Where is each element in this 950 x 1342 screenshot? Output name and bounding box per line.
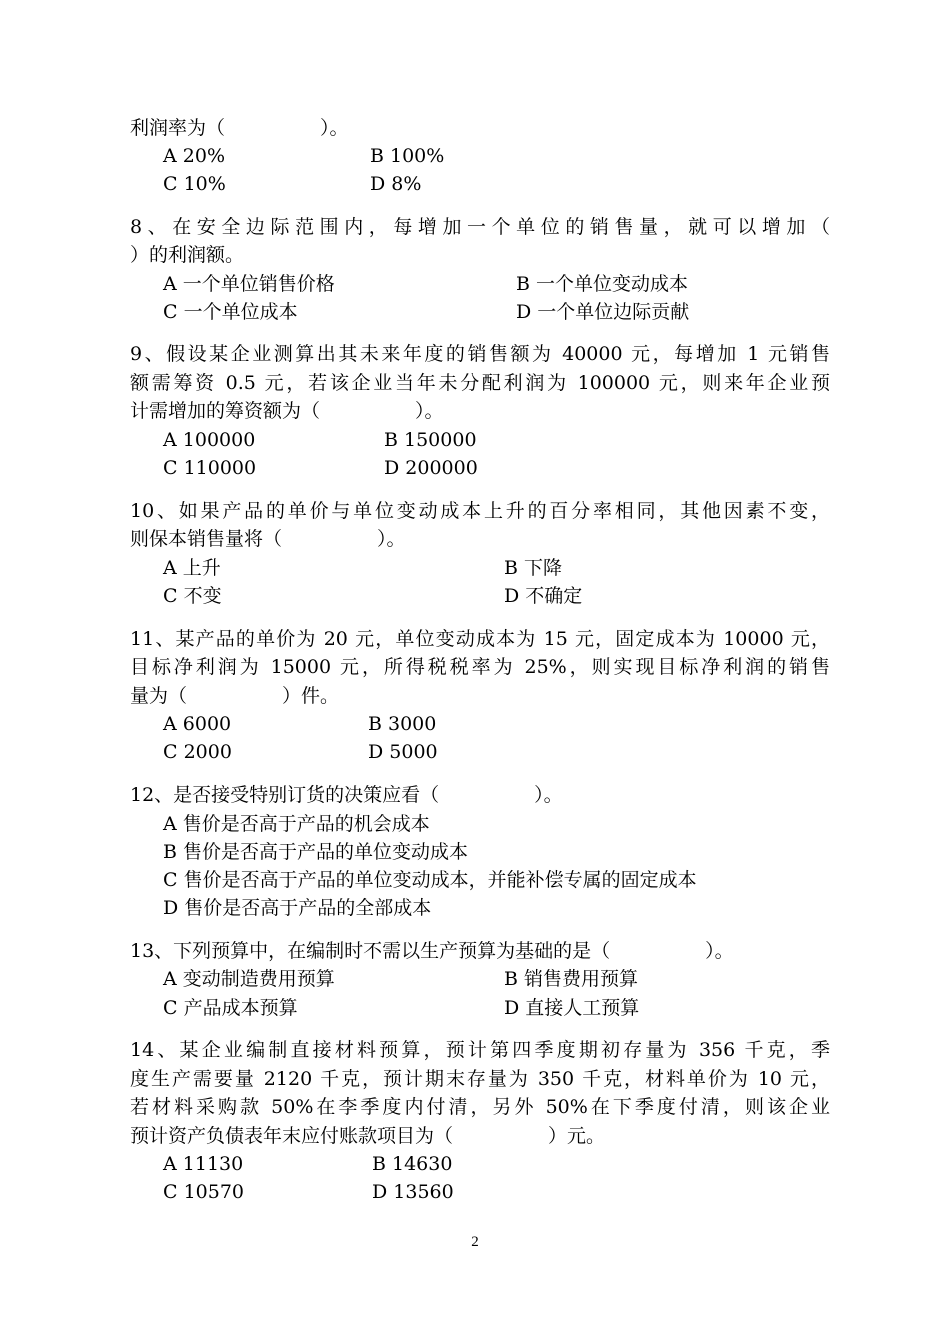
question-10-line-1: 10、如果产品的单价与单位变动成本上升的百分率相同，其他因素不变，: [130, 500, 830, 522]
option-b: B 100%: [370, 145, 445, 167]
question-8-line-2: ）的利润额。: [130, 244, 245, 266]
question-11-option-d: D 5000: [368, 741, 438, 763]
question-13-option-d: D 直接人工预算: [504, 997, 640, 1019]
question-10-option-a: A 上升: [163, 557, 221, 579]
question-9-option-b: B 150000: [384, 429, 477, 451]
question-9-line-1: 9、假设某企业测算出其未来年度的销售额为 40000 元，每增加 1 元销售: [130, 343, 830, 365]
question-14-line-3: 若材料采购款 50%在李季度内付清，另外 50%在下季度付清，则该企业: [130, 1096, 830, 1118]
question-12-option-b: B 售价是否高于产品的单位变动成本: [163, 841, 469, 863]
option-a: A 20%: [163, 145, 225, 167]
question-14-line-4: 预计资产负债表年末应付账款项目为（ ）元。: [130, 1125, 606, 1147]
option-c: C 10%: [163, 173, 226, 195]
page-number: 2: [471, 1234, 479, 1250]
question-fragment-stem: 利润率为（ ）。: [130, 117, 349, 139]
question-11-line-1: 11、某产品的单价为 20 元，单位变动成本为 15 元，固定成本为 10000 元，: [130, 628, 830, 650]
question-13-line-1: 13、下列预算中，在编制时不需以生产预算为基础的是（ ）。: [130, 940, 734, 962]
question-8-option-d: D 一个单位边际贡献: [516, 301, 690, 323]
question-9-option-a: A 100000: [163, 429, 256, 451]
question-10-option-c: C 不变: [163, 585, 222, 607]
question-14-line-1: 14、某企业编制直接材料预算，预计第四季度期初存量为 356 千克，季: [130, 1039, 830, 1061]
question-11-option-b: B 3000: [368, 713, 437, 735]
option-d: D 8%: [370, 173, 422, 195]
question-14-option-a: A 11130: [163, 1153, 244, 1175]
question-8-line-1: 8、在安全边际范围内，每增加一个单位的销售量，就可以增加（: [130, 216, 830, 238]
question-8-option-b: B 一个单位变动成本: [516, 273, 689, 295]
question-14-option-c: C 10570: [163, 1181, 245, 1203]
question-12-option-d: D 售价是否高于产品的全部成本: [163, 897, 432, 919]
question-10-option-b: B 下降: [504, 557, 563, 579]
question-8-option-a: A 一个单位销售价格: [163, 273, 335, 295]
question-13-option-b: B 销售费用预算: [504, 968, 639, 990]
question-9-option-c: C 110000: [163, 457, 257, 479]
question-12-option-a: A 售价是否高于产品的机会成本: [163, 813, 430, 835]
question-12-line-1: 12、是否接受特别订货的决策应看（ ）。: [130, 784, 563, 806]
question-12-option-c: C 售价是否高于产品的单位变动成本，并能补偿专属的固定成本: [163, 869, 697, 891]
question-10-option-d: D 不确定: [504, 585, 583, 607]
question-11-option-a: A 6000: [163, 713, 232, 735]
question-9-line-3: 计需增加的筹资额为（ ）。: [130, 400, 444, 422]
question-14-option-b: B 14630: [372, 1153, 453, 1175]
question-13-option-a: A 变动制造费用预算: [163, 968, 335, 990]
question-11-line-3: 量为（ ）件。: [130, 685, 340, 707]
question-13-option-c: C 产品成本预算: [163, 997, 298, 1019]
question-14-option-d: D 13560: [372, 1181, 454, 1203]
question-9-option-d: D 200000: [384, 457, 478, 479]
question-14-line-2: 度生产需要量 2120 千克，预计期末存量为 350 千克，材料单价为 10 元，: [130, 1068, 830, 1090]
question-11-option-c: C 2000: [163, 741, 232, 763]
question-11-line-2: 目标净利润为 15000 元，所得税税率为 25%，则实现目标净利润的销售: [130, 656, 830, 678]
question-10-line-2: 则保本销售量将（ ）。: [130, 528, 406, 550]
question-9-line-2: 额需筹资 0.5 元，若该企业当年未分配利润为 100000 元，则来年企业预: [130, 372, 830, 394]
question-8-option-c: C 一个单位成本: [163, 301, 298, 323]
